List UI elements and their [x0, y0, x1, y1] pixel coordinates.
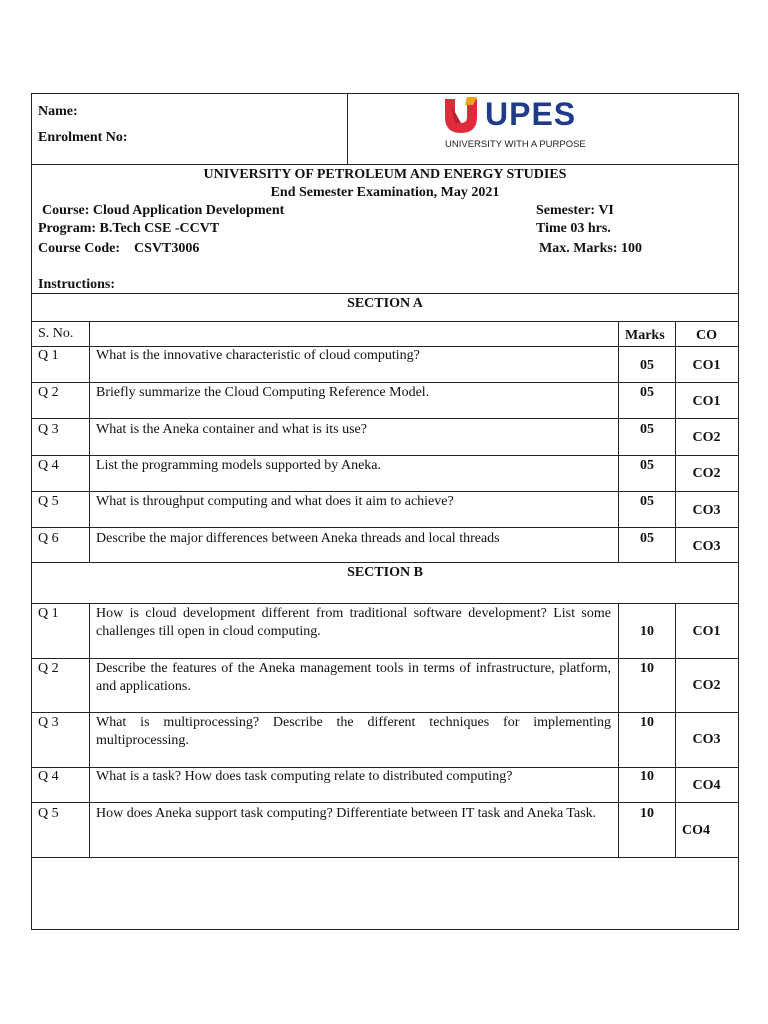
max-marks: Max. Marks: 100 [539, 241, 643, 256]
question-marks: 05 [640, 458, 654, 473]
section-b-title-rule [31, 603, 739, 604]
question-marks: 05 [640, 531, 654, 546]
upes-tagline: UNIVERSITY WITH A PURPOSE [445, 139, 586, 150]
question-text: What is the Aneka container and what is its use? [96, 422, 367, 437]
question-co: CO2 [692, 430, 721, 445]
sno-header: S. No. [38, 326, 74, 341]
question-number: Q 1 [38, 606, 59, 621]
question-number: Q 3 [38, 422, 59, 437]
instructions-label: Instructions: [38, 277, 116, 292]
upes-wordmark: UPES [485, 96, 577, 132]
question-number: Q 6 [38, 531, 59, 546]
row-rule [31, 802, 739, 803]
exam-title: End Semester Examination, May 2021 [270, 185, 500, 200]
section-a-top-rule [31, 293, 739, 294]
name-label: Name: [38, 104, 78, 119]
question-text: List the programming models supported by Aneka. [96, 458, 382, 473]
question-marks: 05 [640, 494, 654, 509]
question-marks: 10 [640, 624, 654, 639]
question-text: What is throughput computing and what does it aim to achieve? [96, 494, 454, 509]
col-divider-sno [89, 321, 90, 562]
question-number: Q 5 [38, 806, 59, 821]
row-rule [31, 491, 739, 492]
question-co: CO4 [692, 778, 721, 793]
university-name: UNIVERSITY OF PETROLEUM AND ENERGY STUDIES [203, 167, 567, 182]
row-rule [31, 658, 739, 659]
row-rule [31, 527, 739, 528]
question-number: Q 1 [38, 348, 59, 363]
question-number: Q 3 [38, 715, 59, 730]
blank-answer-area [32, 858, 738, 929]
col-divider-sno [89, 603, 90, 857]
question-marks: 10 [640, 806, 654, 821]
row-rule [31, 455, 739, 456]
question-text: Briefly summarize the Cloud Computing Reference Model. [96, 385, 430, 400]
question-text: Describe the features of the Aneka management tools in terms of infrastructure, platform, and applications. [96, 661, 611, 694]
question-marks: 10 [640, 715, 654, 730]
col-divider-co [675, 603, 676, 857]
section-a-title: SECTION A [347, 296, 423, 311]
question-co: CO4 [682, 823, 710, 838]
section-b-title: SECTION B [347, 565, 423, 580]
question-text: What is a task? How does task computing relate to distributed computing? [96, 769, 513, 784]
exam-duration: Time 03 hrs. [536, 221, 611, 236]
row-rule [31, 418, 739, 419]
question-number: Q 4 [38, 769, 59, 784]
upes-logo-mark-icon [443, 95, 479, 135]
question-co: CO3 [692, 503, 721, 518]
question-text: What is the innovative characteristic of cloud computing? [96, 348, 420, 363]
question-text: How is cloud development different from traditional software development? List some challenges till open in cloud computing. [96, 606, 611, 639]
question-number: Q 2 [38, 385, 59, 400]
question-text: What is multiprocessing? Describe the different techniques for implementing multiprocessing. [96, 715, 611, 748]
program: Program: B.Tech CSE -CCVT [38, 221, 220, 236]
question-co: CO2 [692, 466, 721, 481]
row-rule [31, 712, 739, 713]
question-text: How does Aneka support task computing? Differentiate between IT task and Aneka Task. [96, 806, 597, 821]
question-co: CO1 [692, 358, 721, 373]
course-code: Course Code: CSVT3006 [38, 241, 200, 256]
question-marks: 05 [640, 422, 654, 437]
semester: Semester: VI [536, 203, 614, 218]
question-co: CO2 [692, 678, 721, 693]
course-name: Course: Cloud Application Development [42, 203, 285, 218]
question-number: Q 2 [38, 661, 59, 676]
question-marks: 10 [640, 769, 654, 784]
upes-logo [443, 95, 586, 155]
header-divider [347, 93, 348, 165]
question-number: Q 5 [38, 494, 59, 509]
co-header: CO [696, 328, 717, 343]
row-rule [31, 382, 739, 383]
enrolment-label: Enrolment No: [38, 130, 128, 145]
question-text: Describe the major differences between Aneka threads and local threads [96, 531, 500, 546]
row-rule [31, 562, 739, 563]
question-co: CO3 [692, 539, 721, 554]
header-bottom-rule [31, 164, 739, 165]
question-co: CO3 [692, 732, 721, 747]
question-number: Q 4 [38, 458, 59, 473]
marks-header: Marks [625, 328, 665, 343]
section-a-title-rule [31, 321, 739, 322]
question-marks: 05 [640, 358, 654, 373]
question-marks: 05 [640, 385, 654, 400]
question-co: CO1 [692, 394, 721, 409]
question-marks: 10 [640, 661, 654, 676]
question-co: CO1 [692, 624, 721, 639]
